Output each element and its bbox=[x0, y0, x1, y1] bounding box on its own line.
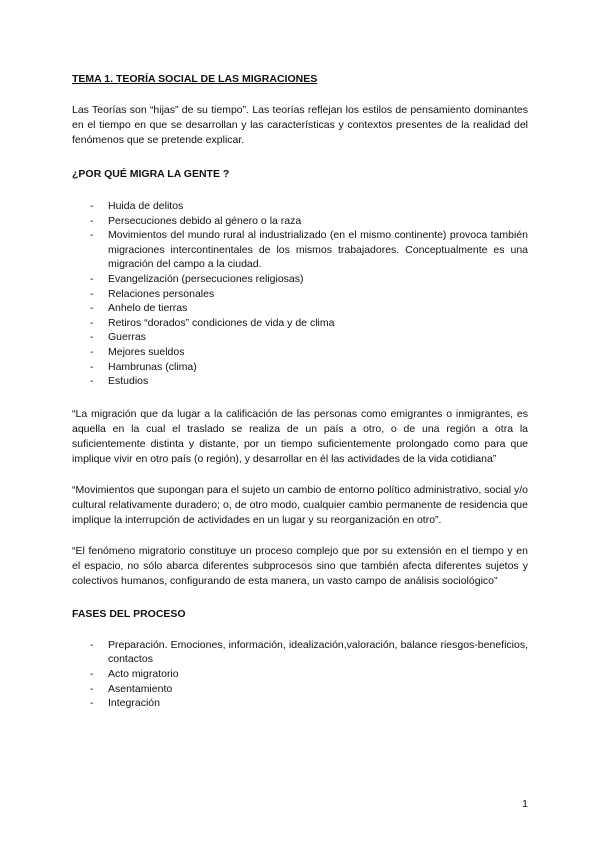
list-item: - Asentamiento bbox=[90, 682, 173, 695]
quote-paragraph-3: “El fenómeno migratorio constituye un proceso complejo que por su extensión en el tiempo y en el espacio, no sólo abarca diferentes subprocesos sino que también afecta diferentes sujetos y colectivos humanos, configurando de esta manera, un vasto campo de análisis sociológico” bbox=[72, 544, 528, 587]
list-item: - Acto migratorio bbox=[90, 667, 179, 680]
reasons-list bbox=[72, 199, 528, 389]
list-item: - Huida de delitos bbox=[90, 200, 184, 212]
list-item: - Anhelo de tierras bbox=[90, 302, 188, 315]
dash-bullet: - bbox=[90, 667, 94, 680]
intro-paragraph: Las Teorías son “hijas” de su tiempo”. Las teorías reflejan los estilos de pensamiento dominantes en el tiempo en que se desarrollan y las características y contextos presentes de la realidad del fenómenos que se pretende explicar. bbox=[72, 104, 528, 146]
list-item: - Hambrunas (clima) bbox=[90, 360, 197, 373]
document-page bbox=[72, 62, 528, 711]
list-item: - Estudios bbox=[90, 375, 149, 388]
list-item: - Guerras bbox=[90, 331, 146, 344]
dash-bullet: - bbox=[90, 272, 94, 285]
dash-bullet: - bbox=[90, 316, 94, 329]
quote-paragraph-2: “Movimientos que supongan para el sujeto un cambio de entorno político administrativo, social y/o cultural relativamente duradero; o, de otro modo, cualquier cambio permanente de residencia que implique la interrupción de actividades en un lugar y su reorganización en otro”. bbox=[72, 483, 528, 526]
dash-bullet: - bbox=[90, 331, 94, 344]
section-heading-why-migrate: ¿POR QUÉ MIGRA LA GENTE ? bbox=[72, 168, 230, 180]
list-item: - Integración bbox=[90, 697, 160, 710]
dash-bullet: - bbox=[90, 214, 94, 227]
section-heading-phases: FASES DEL PROCESO bbox=[72, 607, 186, 620]
dash-bullet: - bbox=[90, 697, 94, 710]
list-item: - Preparación. Emociones, información, idealización,valoración, balance riesgos-beneficios, contactos bbox=[90, 638, 528, 666]
list-item: - Persecuciones debido al género o la raza bbox=[90, 214, 302, 227]
dash-bullet: - bbox=[90, 375, 94, 388]
dash-bullet: - bbox=[90, 302, 94, 315]
quote-paragraph-1: “La migración que da lugar a la calificación de las personas como emigrantes o inmigrantes, es aquella en la cual el traslado se realiza de un país a otro, o de una región a otra la suficientemente distinta y distante, por un tiempo suficientemente prolongado como para que implique vivir en otro país (o región), y desarrollar en él las actividades de la vida cotidiana” bbox=[72, 407, 528, 465]
list-item: - Evangelización (persecuciones religiosas) bbox=[90, 272, 304, 285]
dash-bullet: - bbox=[90, 200, 94, 212]
dash-bullet: - bbox=[90, 638, 94, 651]
page-number: 1 bbox=[522, 798, 528, 810]
list-item: - Retiros “dorados” condiciones de vida y de clima bbox=[90, 316, 335, 329]
dash-bullet: - bbox=[90, 360, 94, 373]
dash-bullet: - bbox=[90, 229, 94, 242]
document-title: TEMA 1. TEORÍA SOCIAL DE LAS MIGRACIONES bbox=[72, 73, 318, 85]
dash-bullet: - bbox=[90, 345, 94, 358]
phases-list bbox=[72, 638, 528, 711]
dash-bullet: - bbox=[90, 287, 94, 300]
list-item: - Relaciones personales bbox=[90, 287, 215, 300]
dash-bullet: - bbox=[90, 682, 94, 695]
list-item: - Movimientos del mundo rural al industrializado (en el mismo continente) provoca también migraciones intercontinentales de los mismos trabajadores. Conceptualmente es una migración del campo a la ciudad. bbox=[90, 229, 528, 271]
list-item: - Mejores sueldos bbox=[90, 345, 185, 358]
